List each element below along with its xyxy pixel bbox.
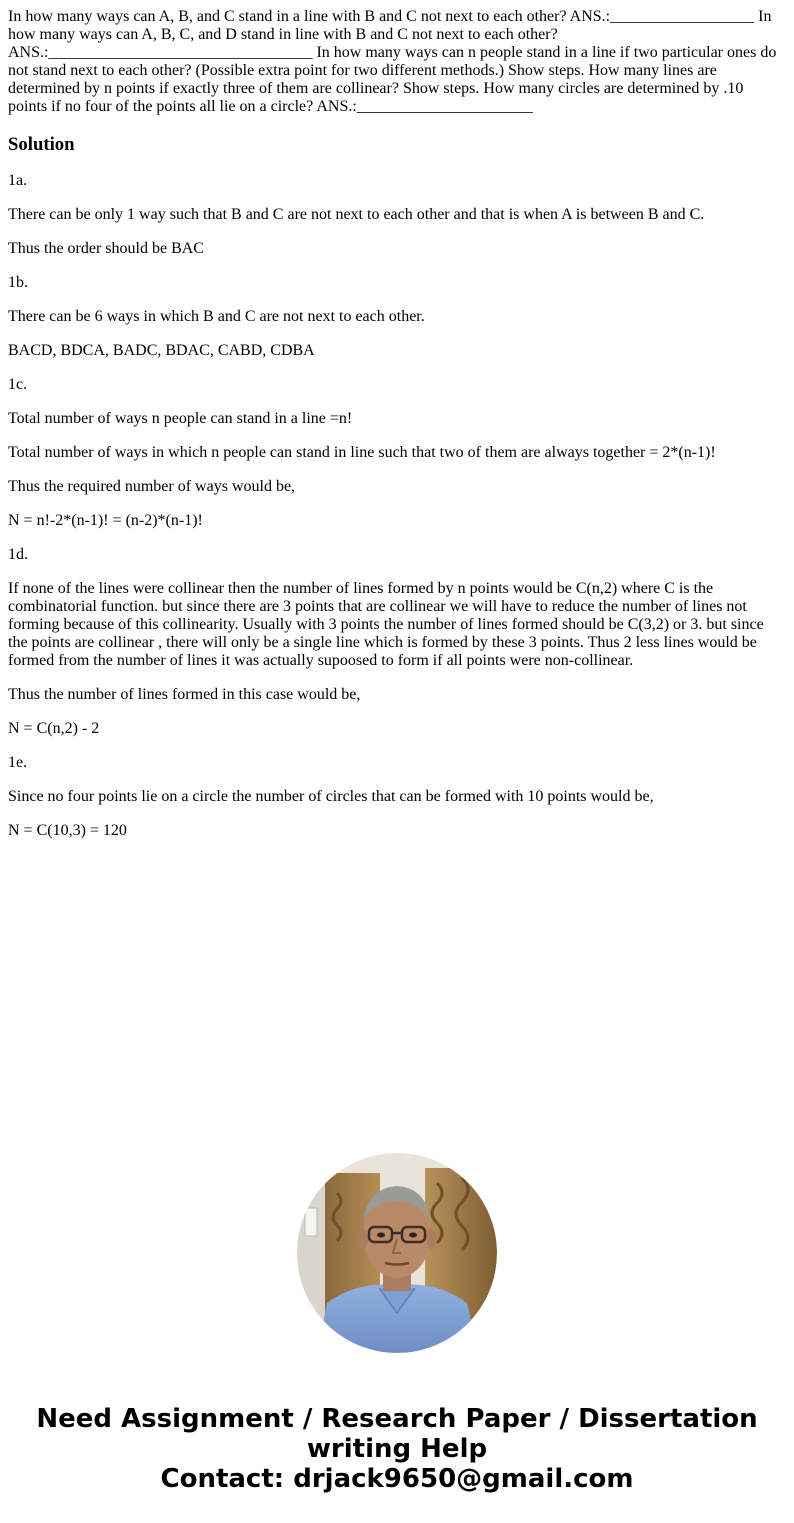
solution-paragraph: 1a. <box>8 172 28 189</box>
solution-paragraph: 1e. <box>8 754 28 771</box>
solution-body <box>8 172 778 840</box>
solution-paragraph: N = C(10,3) = 120 <box>8 822 127 839</box>
solution-paragraph: Thus the number of lines formed in this case would be, <box>8 686 361 703</box>
author-avatar <box>297 1153 497 1353</box>
solution-paragraph: If none of the lines were collinear then the number of lines formed by n points would be C(n,2) where C is the combinatorial function. but since there are 3 points that are collinear we will have to reduce the number of lines not forming because of this collinearity. Usually with 3 points the number of lines formed should be C(3,2) or 3. but since the points are collinear , there will only be a single line which is formed by these 3 points. Thus 2 less lines would be formed from the number of lines it was actually supoosed to form if all points were non-collinear. <box>8 580 764 669</box>
document-body <box>8 8 778 840</box>
question-text: In how many ways can A, B, and C stand in a line with B and C not next to each other? ANS.:__________________ In how many ways can A, B, C, and D stand in line with B and C not next to each other? ANS.:_________________________________ In how many ways can n people stand in a line if two particular ones do not stand next to each other? (Possible extra point for two different methods.) Show steps. How many lines are determined by n points if exactly three of them are collinear? Show steps. How many circles are determined by .10 points if no four of the points all lie on a circle? ANS.:______________________ <box>8 8 777 115</box>
solution-paragraph: N = C(n,2) - 2 <box>8 720 100 737</box>
solution-paragraph: 1c. <box>8 376 28 393</box>
solution-heading: Solution <box>8 134 75 155</box>
solution-paragraph: Total number of ways n people can stand in a line =n! <box>8 410 353 427</box>
solution-paragraph: BACD, BDCA, BADC, BDAC, CABD, CDBA <box>8 342 315 359</box>
solution-paragraph: 1b. <box>8 274 28 291</box>
solution-paragraph: Thus the order should be BAC <box>8 240 204 257</box>
solution-paragraph: 1d. <box>8 546 28 563</box>
solution-paragraph: Thus the required number of ways would be, <box>8 478 296 495</box>
solution-paragraph: Since no four points lie on a circle the number of circles that can be formed with 10 points would be, <box>8 788 654 805</box>
footer-contact: Contact: drjack9650@gmail.com <box>160 1464 634 1494</box>
solution-paragraph: There can be 6 ways in which B and C are not next to each other. <box>8 308 425 325</box>
footer-banner <box>0 1404 794 1494</box>
footer-line-1: Need Assignment / Research Paper / Dissertation <box>36 1404 758 1434</box>
avatar-portrait <box>297 1153 497 1353</box>
solution-paragraph: There can be only 1 way such that B and C are not next to each other and that is when A is between B and C. <box>8 206 705 223</box>
solution-paragraph: Total number of ways in which n people can stand in line such that two of them are always together = 2*(n-1)! <box>8 444 716 461</box>
footer-line-2: writing Help <box>306 1434 488 1464</box>
solution-paragraph: N = n!-2*(n-1)! = (n-2)*(n-1)! <box>8 512 203 529</box>
